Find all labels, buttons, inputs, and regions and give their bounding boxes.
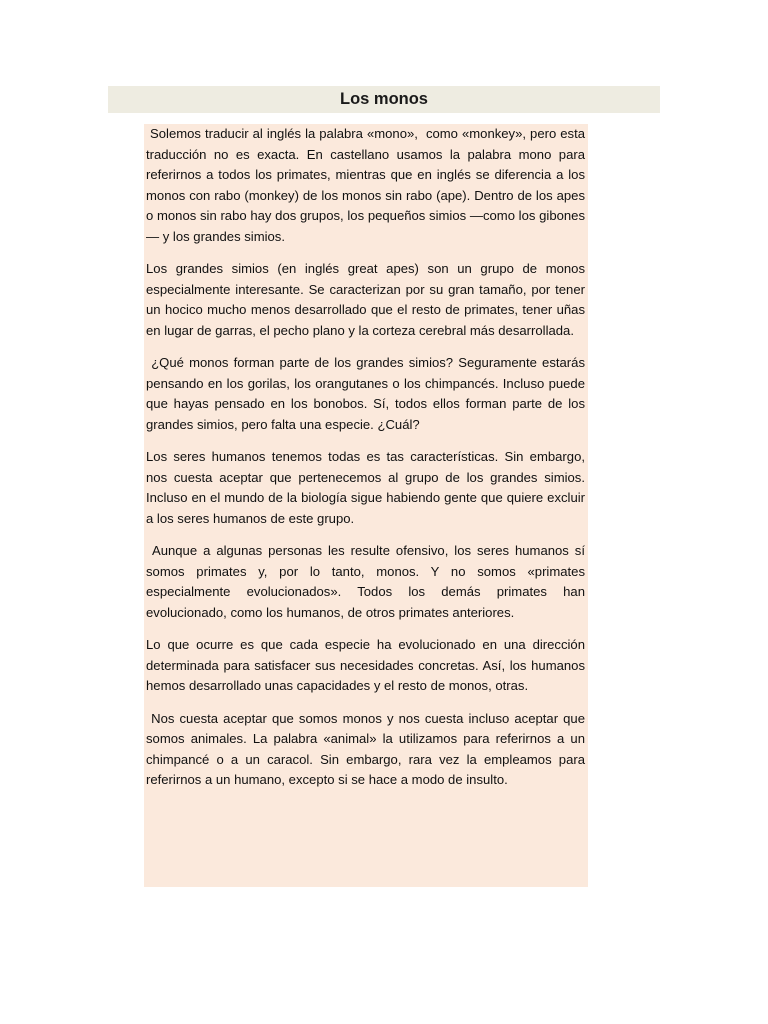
paragraph-5: Aunque a algunas personas les resulte ofensivo, los seres humanos sí somos primates y, por lo tanto, monos. Y no somos «primates especialmente evolucionados». Todos los demás primates han evolucionado, como los humanos, de otros primates anteriores.: [146, 543, 589, 620]
paragraph-3: ¿Qué monos forman parte de los grandes simios? Seguramente estarás pensando en los gorilas, los orangutanes o los chimpancés. Incluso puede que hayas pensado en los bonobos. Sí, todos ellos forman parte de los grandes simios, pero falta una especie. ¿Cuál?: [146, 355, 589, 432]
text-box: [144, 124, 588, 887]
paragraph-6: Lo que ocurre es que cada especie ha evolucionado en una dirección determinada para satisfacer sus necesidades concretas. Así, los humanos hemos desarrollado unas capacidades y el resto de monos, otras.: [146, 637, 589, 693]
paragraph-1: Solemos traducir al inglés la palabra «mono», como «monkey», pero esta traducción no es exacta. En castellano usamos la palabra mono para referirnos a todos los primates, mientras que en inglés se diferencia a los monos con rabo (monkey) de los monos sin rabo (ape). Dentro de los apes o monos sin rabo hay dos grupos, los pequeños simios —como los gibones— y los grandes simios.: [146, 126, 589, 244]
paragraph-7: Nos cuesta aceptar que somos monos y nos cuesta incluso aceptar que somos animales. La palabra «animal» la utilizamos para referirnos a un chimpancé o a un caracol. Sin embargo, rara vez la empleamos para referirnos a un humano, excepto si se hace a modo de insulto.: [146, 710, 589, 787]
page-title: Los monos: [339, 90, 428, 109]
paragraph-2: Los grandes simios (en inglés great apes) son un grupo de monos especialmente interesante. Se caracterizan por su gran tamaño, por tener un hocico mucho menos desarrollado que el resto de primates, tener uñas en lugar de garras, el pecho plano y la corteza cerebral más desarrollada.: [146, 261, 589, 338]
title-bar: [108, 86, 660, 113]
paragraph-4: Los seres humanos tenemos todas es tas características. Sin embargo, nos cuesta aceptar que pertenecemos al grupo de los grandes simios. Incluso en el mundo de la biología sigue habiendo gente que quiere excluir a los seres humanos de este grupo.: [146, 449, 589, 526]
